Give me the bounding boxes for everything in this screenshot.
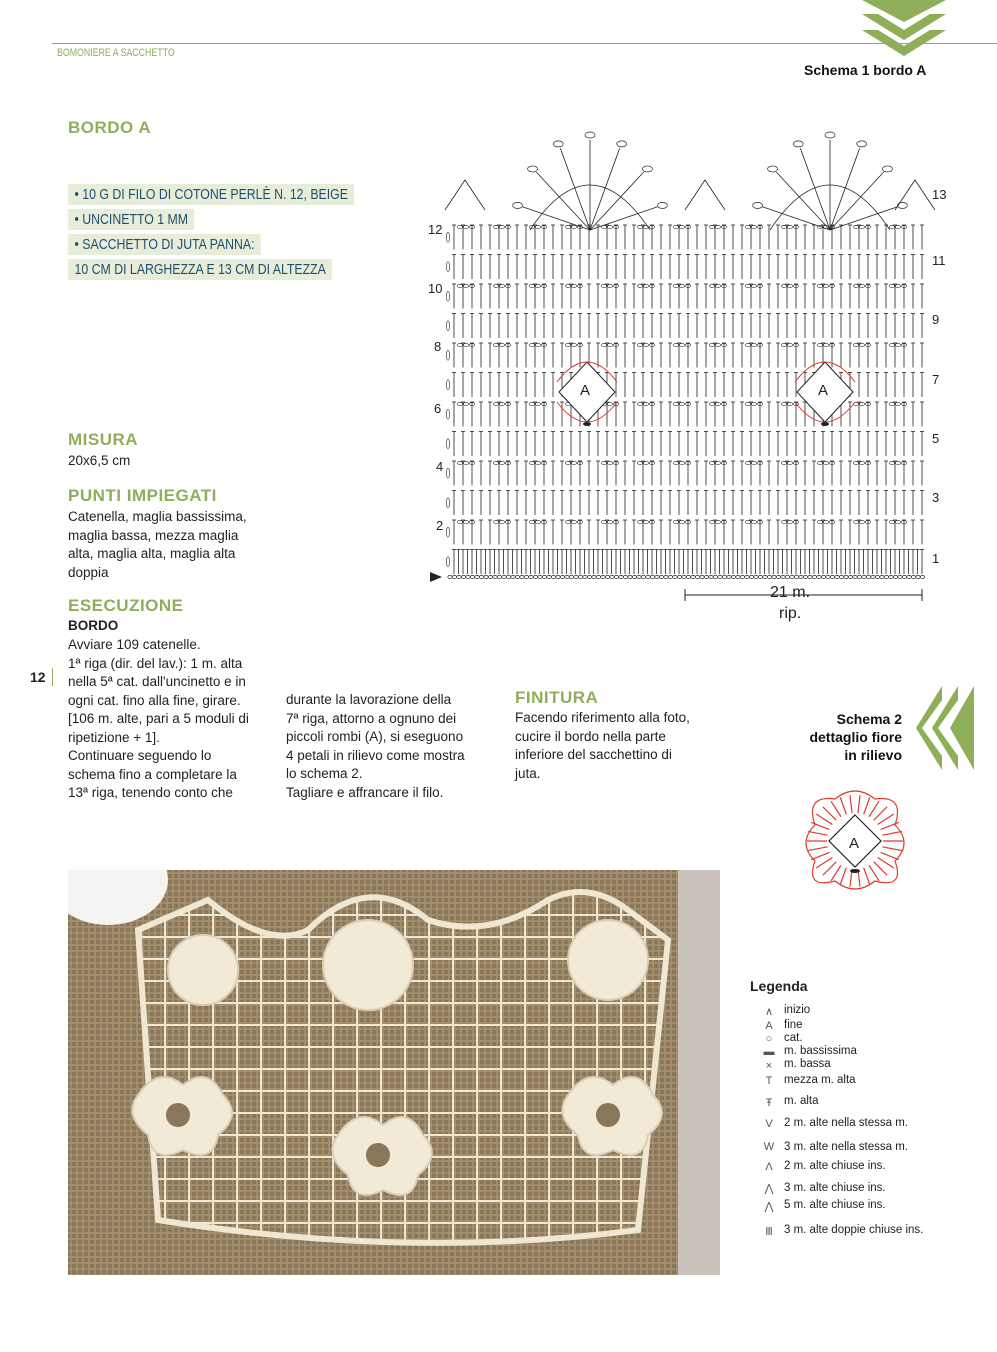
crochet-chart [420,120,960,630]
row-number: 12 [428,222,443,237]
esecuzione-col1 [68,636,278,803]
text-line: lo schema 2. [286,766,363,781]
row-number: 7 [932,372,940,387]
double-crochet-icon: Ŧ [765,1097,773,1109]
crochet-bag-illustration [68,870,720,1275]
chevron-down-icon [862,0,946,58]
legend-label: 3 m. alte doppie chiuse ins. [784,1224,924,1236]
material-item: • SACCHETTO DI JUTA PANNA: [68,234,261,255]
text-line: doppia [68,564,109,580]
repeat-label: 21 m. [770,584,811,601]
schema1-diagram [420,120,960,630]
repeat-label: rip. [779,605,802,622]
text-line: durante la lavorazione della [286,692,452,707]
materials-list [68,184,417,280]
motif-label: A [580,382,591,399]
text-line: nella 5ª cat. dall'uncinetto e in [68,674,246,689]
row-number: 3 [932,490,940,505]
legend-label: fine [784,1019,803,1031]
row-number: 2 [436,518,444,533]
row-number: 4 [436,459,444,474]
text-line: maglia bassa, mezza maglia [68,527,239,543]
finitura-text [515,709,725,783]
text-line: Tagliare e affrancare il filo. [286,784,444,800]
five-dc-together-icon: ⋀ [764,1201,774,1213]
text-line: alta, maglia alta, maglia alta [68,546,236,561]
end-icon: A [765,1020,773,1032]
text-line: juta. [515,765,541,781]
page-number-rule [52,668,53,686]
schema2-title [760,710,902,764]
section-tag: BOMONIERE A SACCHETTO [57,47,175,59]
text-line: inferiore del sacchettino di [515,747,672,762]
text-line: [106 m. alte, pari a 5 moduli di [68,711,249,726]
start-icon: ∧ [764,1006,774,1018]
misura-title: MISURA [68,430,139,449]
row-number: 9 [932,312,940,327]
material-item: • 10 G DI FILO DI COTONE PERLÈ N. 12, BEIGE [68,184,355,205]
legend-label: inizio [784,1004,811,1016]
two-dc-together-icon: Λ [765,1161,773,1173]
bordo-title: BORDO A [68,118,152,137]
text-line: Catenella, maglia bassissima, [68,509,247,524]
row-number: 11 [932,253,946,268]
text-line: 1ª riga (dir. del lav.): 1 m. alta [68,655,243,671]
motif-label: A [818,382,829,399]
text-line: Schema 2 [836,711,902,727]
esecuzione-title: ESECUZIONE [68,596,184,615]
legend-label: 2 m. alte nella stessa m. [784,1117,908,1129]
legend-title: Legenda [750,978,808,994]
punti-text [68,508,268,582]
row-number: 10 [428,281,443,296]
legend-label: 3 m. alte nella stessa m. [784,1141,908,1153]
page-number: 12 [30,669,46,685]
text-line: piccoli rombi (A), si eseguono [286,729,464,744]
esecuzione-col2 [286,691,496,802]
three-dc-together-icon: ⋀ [764,1183,774,1195]
finitura-title: FINITURA [515,688,599,707]
text-line: schema fino a completare la [68,766,237,782]
legend-label: 5 m. alte chiuse ins. [784,1199,886,1211]
legend-label: m. alta [784,1095,819,1107]
legend-label: 2 m. alte chiuse ins. [784,1160,886,1172]
chevron-left-icon [914,686,974,770]
punti-title: PUNTI IMPIEGATI [68,486,217,505]
legend-label: 3 m. alte chiuse ins. [784,1182,886,1194]
text-line: ogni cat. fino alla fine, girare. [68,692,241,708]
header-rule [52,43,997,44]
text-line: Facendo riferimento alla foto, [515,710,690,725]
text-line: 4 petali in rilievo come mostra [286,747,465,763]
two-dc-same-icon: V [765,1118,773,1130]
half-double-icon: T [765,1075,773,1087]
text-line: in rilievo [844,747,902,763]
row-number: 1 [932,551,940,566]
motif-label: A [849,835,860,852]
legend-label: m. bassa [784,1058,831,1070]
misura-value: 20x6,5 cm [68,453,131,468]
three-dc-same-icon: W [763,1141,775,1153]
schema1-title: Schema 1 bordo A [804,62,927,78]
text-line: 13ª riga, tenendo conto che [68,785,233,800]
legend-label: cat. [784,1032,803,1044]
text-line: 7ª riga, attorno a ognuno dei [286,710,457,726]
three-tr-together-icon: Ⅲ [765,1226,773,1238]
schema2-diagram [795,785,915,895]
legend-label: m. bassissima [784,1045,857,1057]
material-item: 10 CM DI LARGHEZZA E 13 CM DI ALTEZZA [68,259,332,280]
text-line: cucire il bordo nella parte [515,728,666,744]
row-number: 6 [434,401,442,416]
text-line: Continuare seguendo lo [68,748,212,763]
row-number: 5 [932,431,940,446]
row-number: 8 [434,339,442,354]
row-number: 13 [932,187,947,202]
text-line: ripetizione + 1]. [68,729,160,745]
text-line: dettaglio fiore [809,729,902,745]
text-line: Avviare 109 catenelle. [68,637,201,652]
single-crochet-icon: × [765,1060,773,1072]
slip-stitch-icon: ▬ [763,1046,775,1058]
product-photo [68,870,720,1275]
esecuzione-subtitle: BORDO [68,618,119,633]
chain-icon: ○ [765,1033,773,1045]
legend-label: mezza m. alta [784,1074,856,1086]
material-item: • UNCINETTO 1 MM [68,209,195,230]
